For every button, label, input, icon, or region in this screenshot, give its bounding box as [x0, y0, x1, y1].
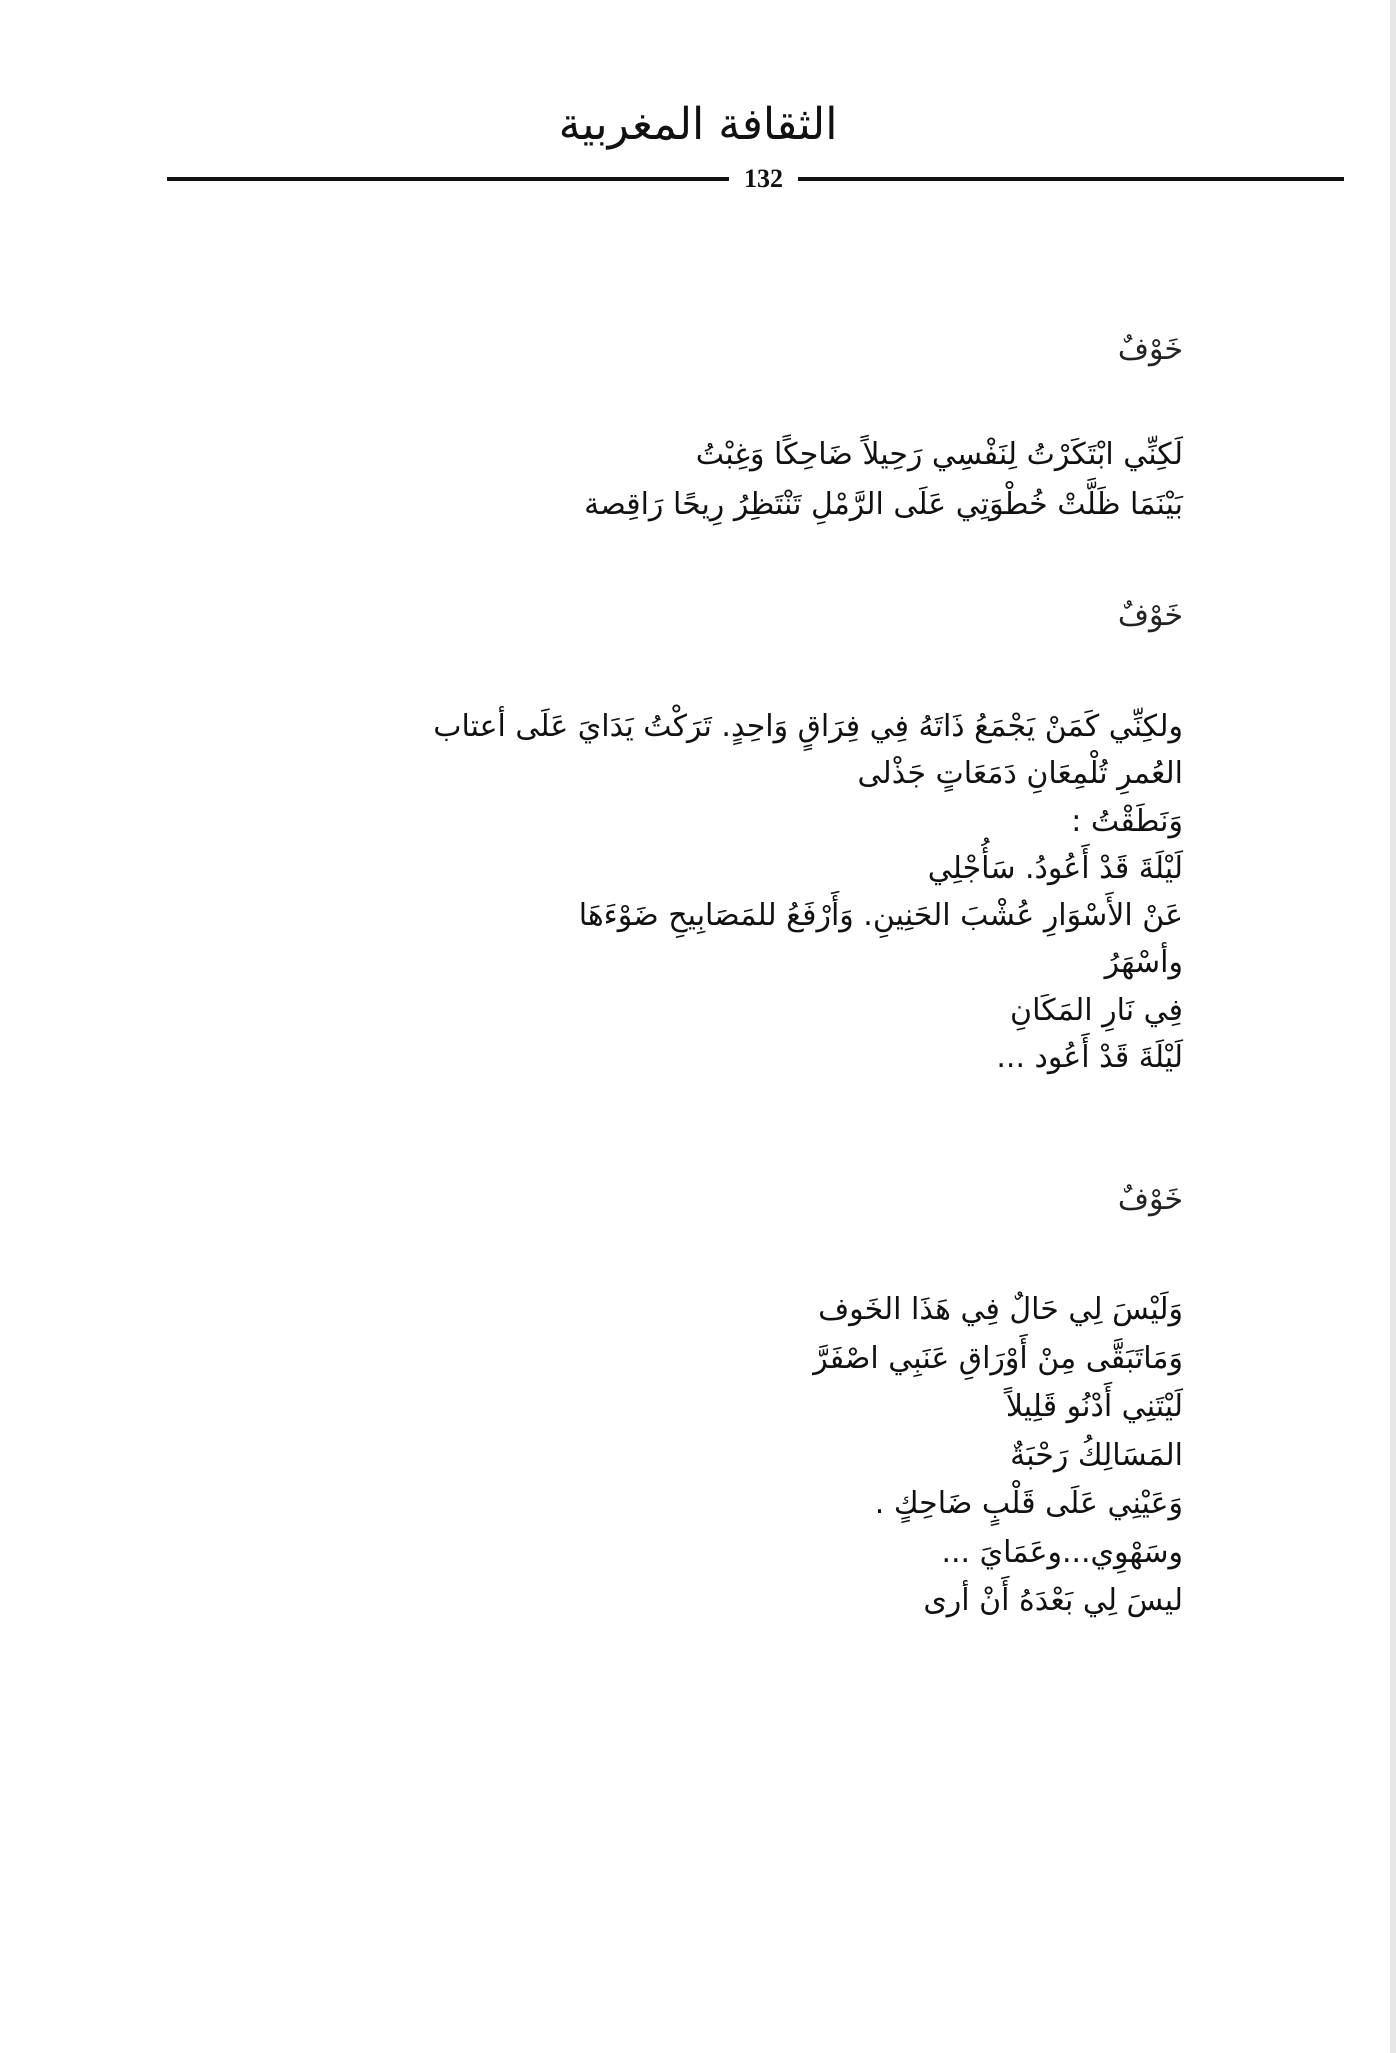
stanza-3: [813, 1286, 1183, 1626]
poem-line: ولكِنِّي كَمَنْ يَجْمَعُ ذَاتَهُ فِي فِرَاقٍ وَاحِدٍ. تَرَكْتُ يَدَايَ عَلَى أعتاب: [433, 709, 1183, 744]
poem-line: وَلَيْسَ لِي حَالٌ فِي هَذَا الخَوف: [818, 1292, 1183, 1327]
poem-line: وسَهْوِي...وعَمَايَ ...: [941, 1534, 1183, 1570]
header-rule-right: [798, 177, 1344, 181]
section-heading-1: خَوْفٌ: [1117, 332, 1183, 367]
poem-line: فِي نَارِ المَكَانِ: [1010, 992, 1183, 1028]
stanza-1: [584, 430, 1183, 530]
poem-line: وأسْهَرُ: [1104, 945, 1183, 981]
page-edge: [1390, 0, 1396, 2053]
running-header-title: الثقافة المغربية: [558, 99, 838, 150]
poem-line: العُمرِ تُلْمِعَانِ دَمَعَاتٍ جَذْلى: [857, 756, 1183, 792]
stanza-2: [433, 703, 1183, 1081]
section-heading-2: خَوْفٌ: [1117, 598, 1183, 633]
poem-line: لَكِنِّي ابْتَكَرْتُ لِنَفْسِي رَحِيلاً ضَاحِكًا وَغِبْتُ: [695, 437, 1183, 472]
page-number: 132: [744, 164, 783, 193]
poem-line: بَيْنَمَا ظَلَّتْ خُطْوَتِي عَلَى الرَّمْلِ تَنْتَظِرُ رِيحًا رَاقِصة: [584, 487, 1183, 522]
poem-line: وَنَطَقْتُ :: [1071, 803, 1183, 839]
poem-line: عَنْ الأَسْوَارِ عُشْبَ الحَنِينِ. وَأَرْفَعُ للمَصَابِيحِ ضَوْءَهَا: [578, 898, 1183, 934]
poem-line: لَيْلَةَ قَدْ أَعُودُ. سَأُجْلِي: [927, 850, 1183, 886]
poem-line: لَيْلَةَ قَدْ أَعُود ...: [996, 1040, 1183, 1076]
poem-line: لَيْتَنِي أَدْنُو قَلِيلاً: [1005, 1389, 1183, 1424]
poem-line: ليسَ لِي بَعْدَهُ أَنْ أرى: [923, 1583, 1183, 1618]
poem-line: المَسَالِكُ رَحْبَةٌ: [1010, 1437, 1183, 1473]
section-heading-3: خَوْفٌ: [1117, 1182, 1183, 1217]
header-rule-left: [167, 177, 729, 181]
poem-line: وَعَيْنِي عَلَى قَلْبٍ ضَاحِكٍ .: [874, 1486, 1183, 1521]
poem-line: وَمَاتَبَقَّى مِنْ أَوْرَاقِ عَنَبِي اصْفَرَّ: [813, 1340, 1183, 1376]
